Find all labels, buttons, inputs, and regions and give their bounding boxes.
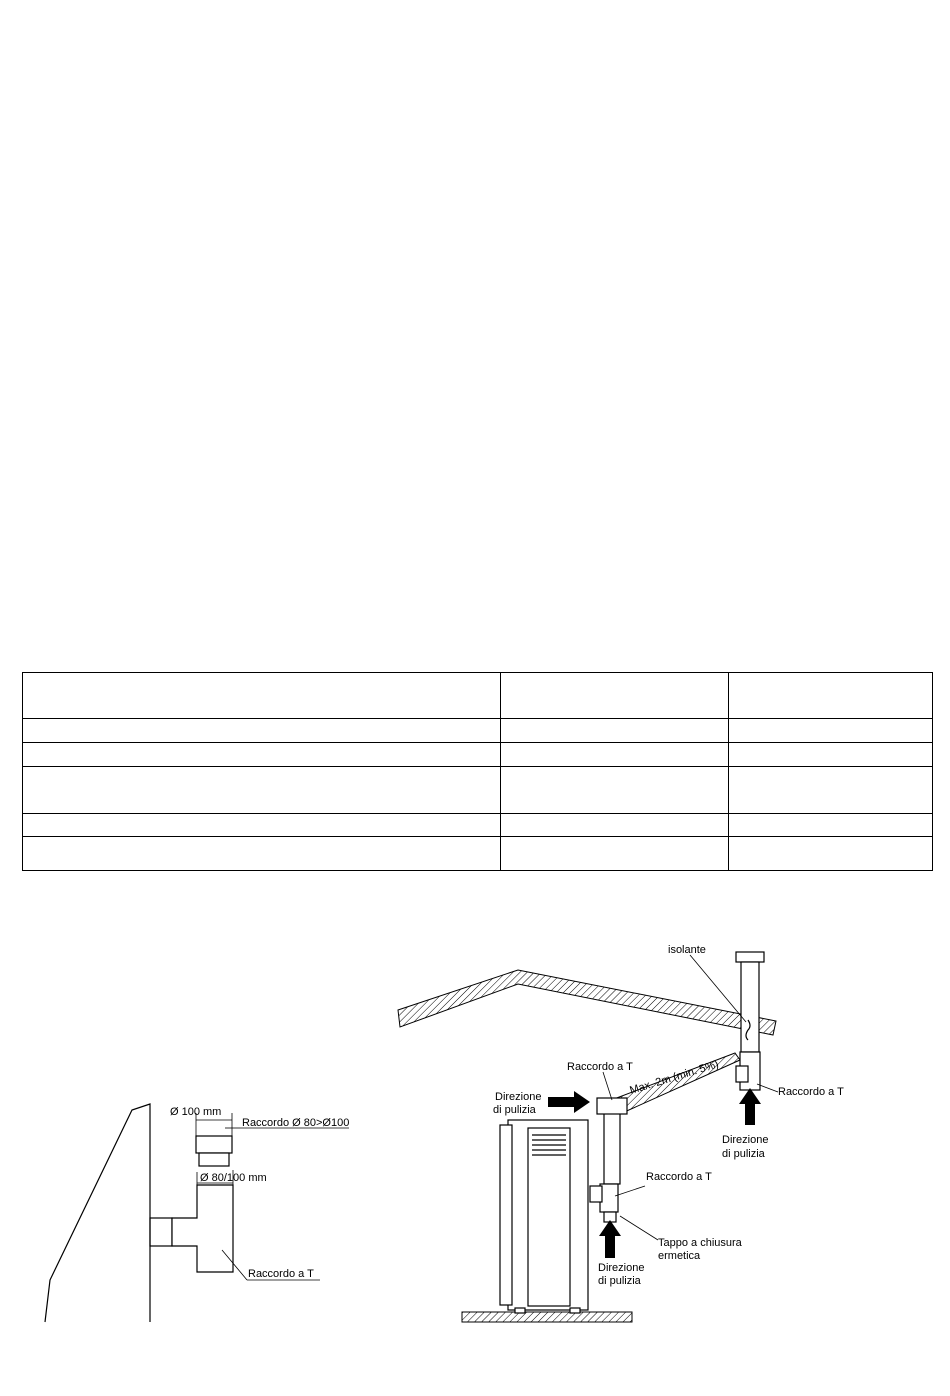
clean-dir-left-1: Direzione	[495, 1091, 542, 1103]
reducer-label: Raccordo Ø 80>Ø100	[242, 1117, 350, 1129]
tee-label-right: Raccordo a T	[778, 1086, 844, 1098]
tee-label-left: Raccordo a T	[248, 1268, 314, 1280]
arrow-icon-bottom	[599, 1220, 621, 1258]
tee-label-lower: Raccordo a T	[646, 1171, 712, 1183]
clean-dir-right-2: di pulizia	[722, 1148, 765, 1160]
arrow-icon-right	[739, 1088, 761, 1125]
dim-100-label: Ø 100 mm	[170, 1106, 222, 1118]
flue-pipe-lower	[590, 1098, 627, 1222]
cap-label-2: ermetica	[658, 1250, 701, 1262]
stove-body	[500, 1120, 588, 1313]
arrow-icon-left	[548, 1091, 590, 1113]
clean-dir-bottom-1: Direzione	[598, 1262, 645, 1274]
insulation-label: isolante	[668, 944, 706, 956]
tee-label-top: Raccordo a T	[567, 1061, 633, 1073]
clean-dir-left-2: di pulizia	[493, 1104, 536, 1116]
floor-section	[462, 1312, 632, 1322]
cap-label-1: Tappo a chiusura	[658, 1237, 742, 1249]
roof-section	[398, 970, 776, 1035]
clean-dir-bottom-2: di pulizia	[598, 1275, 641, 1287]
dim-80-100-label: Ø 80/100 mm	[200, 1172, 267, 1184]
slope-label: Max. 2m (min. 5%)	[628, 1058, 721, 1097]
clean-dir-right-1: Direzione	[722, 1134, 769, 1146]
